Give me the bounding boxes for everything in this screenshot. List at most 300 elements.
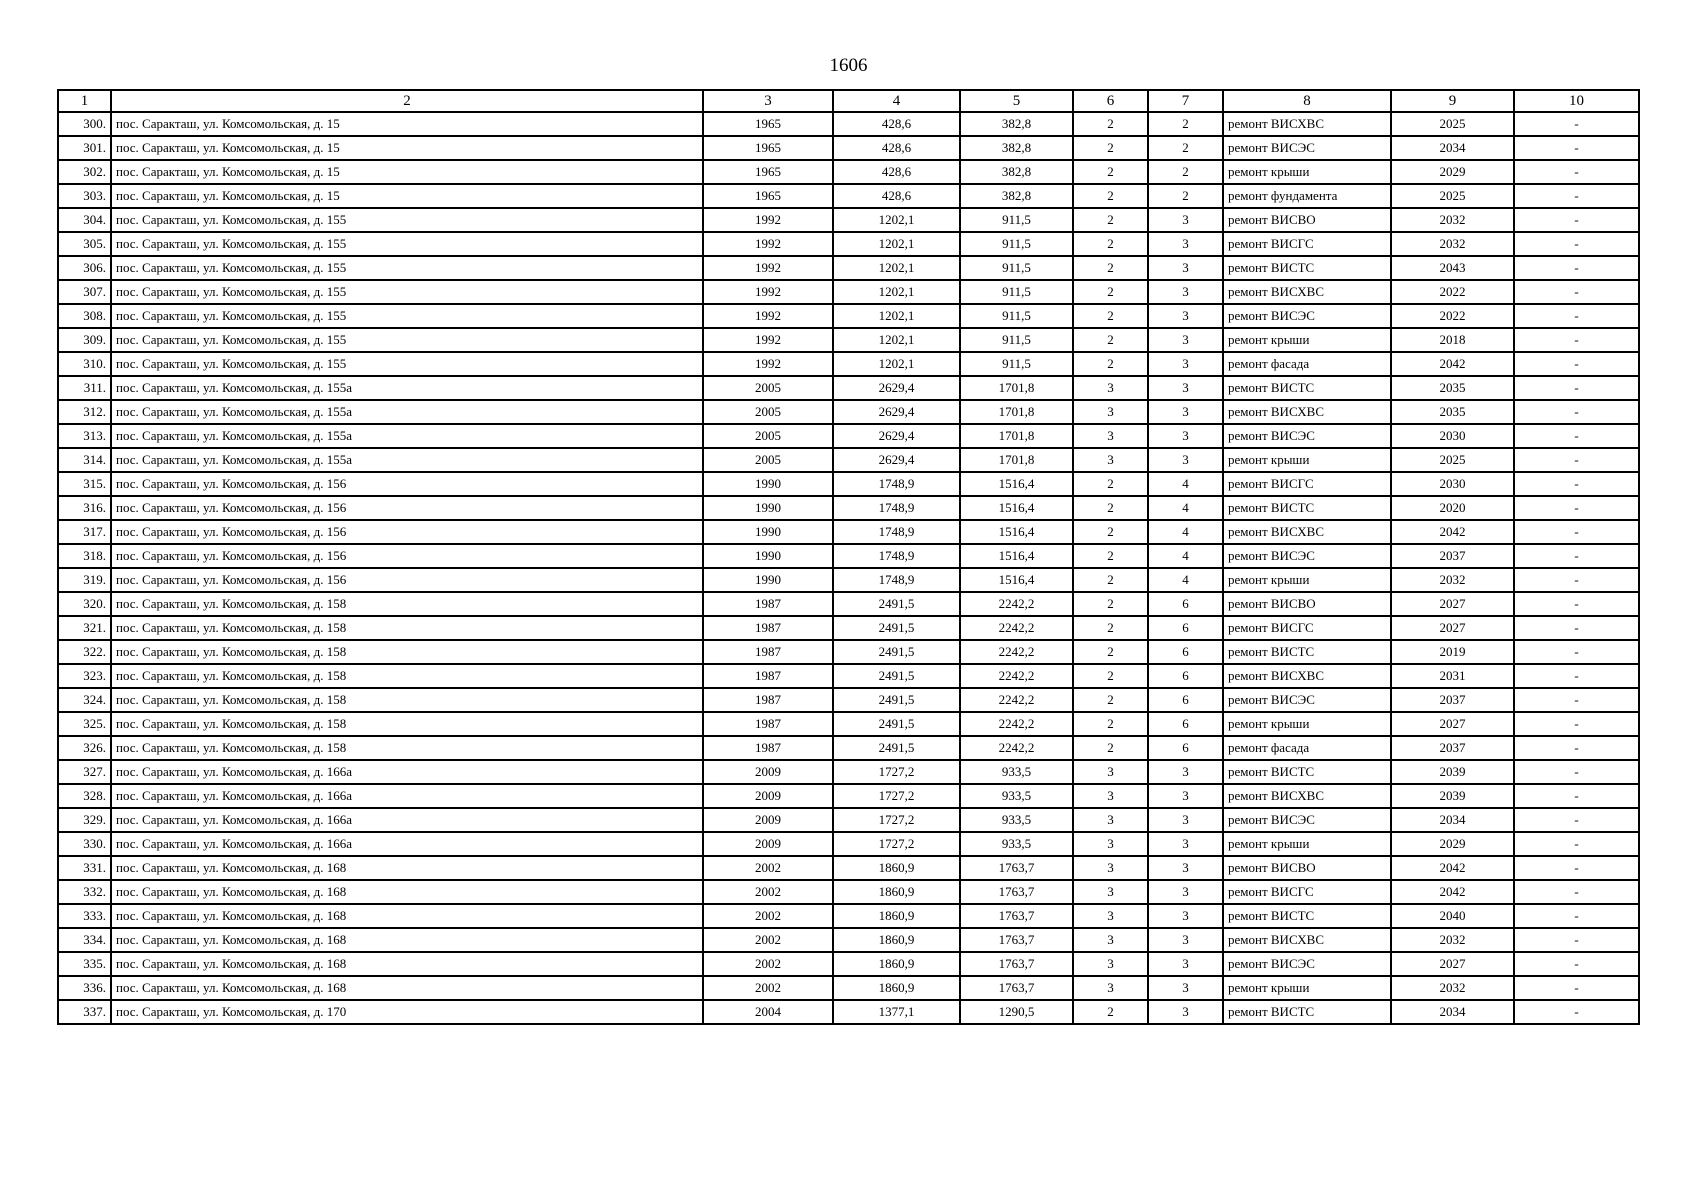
work-type-cell: ремонт ВИСЭС (1223, 136, 1391, 160)
table-row (58, 688, 1639, 712)
column-7-cell: 3 (1148, 880, 1223, 904)
column-10-cell: - (1514, 208, 1639, 232)
column-6-cell: 2 (1073, 616, 1148, 640)
address-cell: пос. Саракташ, ул. Комсомольская, д. 168 (111, 904, 703, 928)
living-area-cell: 1516,4 (960, 520, 1073, 544)
row-number-cell: 331. (58, 856, 111, 880)
address-cell: пос. Саракташ, ул. Комсомольская, д. 155а (111, 448, 703, 472)
living-area-cell: 911,5 (960, 280, 1073, 304)
total-area-cell: 1727,2 (833, 832, 960, 856)
total-area-cell: 2491,5 (833, 688, 960, 712)
planned-year-cell: 2035 (1391, 376, 1514, 400)
table-row (58, 208, 1639, 232)
table-row (58, 112, 1639, 136)
column-6-cell: 2 (1073, 256, 1148, 280)
planned-year-cell: 2020 (1391, 496, 1514, 520)
column-7-cell: 3 (1148, 256, 1223, 280)
row-number-cell: 317. (58, 520, 111, 544)
page-number: 1606 (829, 55, 868, 76)
row-number-cell: 312. (58, 400, 111, 424)
column-6-cell: 2 (1073, 688, 1148, 712)
column-10-cell: - (1514, 184, 1639, 208)
work-type-cell: ремонт ВИСТС (1223, 256, 1391, 280)
column-header: 6 (1073, 90, 1148, 112)
column-10-cell: - (1514, 760, 1639, 784)
year-cell: 1965 (703, 160, 833, 184)
column-10-cell: - (1514, 880, 1639, 904)
table-row (58, 904, 1639, 928)
row-number-cell: 330. (58, 832, 111, 856)
column-10-cell: - (1514, 352, 1639, 376)
column-6-cell: 2 (1073, 328, 1148, 352)
planned-year-cell: 2032 (1391, 568, 1514, 592)
table-row (58, 712, 1639, 736)
address-cell: пос. Саракташ, ул. Комсомольская, д. 168 (111, 976, 703, 1000)
address-cell: пос. Саракташ, ул. Комсомольская, д. 15 (111, 112, 703, 136)
work-type-cell: ремонт ВИСТС (1223, 760, 1391, 784)
column-7-cell: 3 (1148, 376, 1223, 400)
year-cell: 2004 (703, 1000, 833, 1024)
column-7-cell: 3 (1148, 232, 1223, 256)
planned-year-cell: 2030 (1391, 424, 1514, 448)
year-cell: 2002 (703, 976, 833, 1000)
column-7-cell: 3 (1148, 208, 1223, 232)
year-cell: 1990 (703, 520, 833, 544)
column-10-cell: - (1514, 832, 1639, 856)
column-10-cell: - (1514, 592, 1639, 616)
address-cell: пос. Саракташ, ул. Комсомольская, д. 155 (111, 304, 703, 328)
column-10-cell: - (1514, 640, 1639, 664)
table-row (58, 448, 1639, 472)
row-number-cell: 326. (58, 736, 111, 760)
row-number-cell: 300. (58, 112, 111, 136)
work-type-cell: ремонт ВИСГС (1223, 880, 1391, 904)
column-header: 2 (111, 90, 703, 112)
living-area-cell: 2242,2 (960, 664, 1073, 688)
living-area-cell: 933,5 (960, 760, 1073, 784)
work-type-cell: ремонт ВИСЭС (1223, 304, 1391, 328)
total-area-cell: 1727,2 (833, 784, 960, 808)
work-type-cell: ремонт ВИСТС (1223, 376, 1391, 400)
column-10-cell: - (1514, 136, 1639, 160)
column-6-cell: 3 (1073, 904, 1148, 928)
living-area-cell: 1701,8 (960, 424, 1073, 448)
living-area-cell: 1290,5 (960, 1000, 1073, 1024)
planned-year-cell: 2031 (1391, 664, 1514, 688)
total-area-cell: 428,6 (833, 136, 960, 160)
table-row (58, 304, 1639, 328)
work-type-cell: ремонт ВИСЭС (1223, 952, 1391, 976)
table-row (58, 808, 1639, 832)
row-number-cell: 309. (58, 328, 111, 352)
living-area-cell: 933,5 (960, 784, 1073, 808)
total-area-cell: 1860,9 (833, 976, 960, 1000)
year-cell: 1965 (703, 112, 833, 136)
row-number-cell: 310. (58, 352, 111, 376)
address-cell: пос. Саракташ, ул. Комсомольская, д. 15 (111, 160, 703, 184)
total-area-cell: 1727,2 (833, 808, 960, 832)
year-cell: 1965 (703, 184, 833, 208)
row-number-cell: 335. (58, 952, 111, 976)
planned-year-cell: 2037 (1391, 544, 1514, 568)
planned-year-cell: 2019 (1391, 640, 1514, 664)
table-row (58, 976, 1639, 1000)
total-area-cell: 1202,1 (833, 304, 960, 328)
column-6-cell: 2 (1073, 112, 1148, 136)
work-type-cell: ремонт ВИСЭС (1223, 544, 1391, 568)
address-cell: пос. Саракташ, ул. Комсомольская, д. 156 (111, 496, 703, 520)
total-area-cell: 1377,1 (833, 1000, 960, 1024)
work-type-cell: ремонт фасада (1223, 736, 1391, 760)
year-cell: 2005 (703, 400, 833, 424)
work-type-cell: ремонт ВИСГС (1223, 616, 1391, 640)
total-area-cell: 2491,5 (833, 664, 960, 688)
row-number-cell: 303. (58, 184, 111, 208)
column-header: 5 (960, 90, 1073, 112)
year-cell: 1992 (703, 208, 833, 232)
row-number-cell: 337. (58, 1000, 111, 1024)
column-10-cell: - (1514, 736, 1639, 760)
row-number-cell: 302. (58, 160, 111, 184)
total-area-cell: 2629,4 (833, 400, 960, 424)
address-cell: пос. Саракташ, ул. Комсомольская, д. 156 (111, 568, 703, 592)
total-area-cell: 1860,9 (833, 928, 960, 952)
planned-year-cell: 2032 (1391, 928, 1514, 952)
address-cell: пос. Саракташ, ул. Комсомольская, д. 155 (111, 208, 703, 232)
column-6-cell: 3 (1073, 376, 1148, 400)
total-area-cell: 2491,5 (833, 592, 960, 616)
work-type-cell: ремонт крыши (1223, 328, 1391, 352)
column-10-cell: - (1514, 232, 1639, 256)
year-cell: 1987 (703, 688, 833, 712)
total-area-cell: 1860,9 (833, 952, 960, 976)
column-header: 4 (833, 90, 960, 112)
year-cell: 1987 (703, 640, 833, 664)
column-6-cell: 2 (1073, 496, 1148, 520)
address-cell: пос. Саракташ, ул. Комсомольская, д. 156 (111, 520, 703, 544)
column-10-cell: - (1514, 664, 1639, 688)
planned-year-cell: 2034 (1391, 136, 1514, 160)
planned-year-cell: 2027 (1391, 592, 1514, 616)
work-type-cell: ремонт ВИСТС (1223, 640, 1391, 664)
work-type-cell: ремонт крыши (1223, 976, 1391, 1000)
column-7-cell: 4 (1148, 520, 1223, 544)
year-cell: 2002 (703, 880, 833, 904)
planned-year-cell: 2042 (1391, 520, 1514, 544)
work-type-cell: ремонт ВИСТС (1223, 1000, 1391, 1024)
column-6-cell: 2 (1073, 472, 1148, 496)
total-area-cell: 2491,5 (833, 616, 960, 640)
planned-year-cell: 2027 (1391, 952, 1514, 976)
table-row (58, 928, 1639, 952)
planned-year-cell: 2029 (1391, 832, 1514, 856)
address-cell: пос. Саракташ, ул. Комсомольская, д. 155 (111, 256, 703, 280)
column-10-cell: - (1514, 1000, 1639, 1024)
address-cell: пос. Саракташ, ул. Комсомольская, д. 168 (111, 880, 703, 904)
planned-year-cell: 2027 (1391, 616, 1514, 640)
column-header: 3 (703, 90, 833, 112)
column-6-cell: 3 (1073, 448, 1148, 472)
work-type-cell: ремонт фасада (1223, 352, 1391, 376)
column-7-cell: 3 (1148, 304, 1223, 328)
planned-year-cell: 2042 (1391, 856, 1514, 880)
work-type-cell: ремонт ВИСГС (1223, 472, 1391, 496)
row-number-cell: 301. (58, 136, 111, 160)
year-cell: 2005 (703, 424, 833, 448)
column-7-cell: 3 (1148, 952, 1223, 976)
row-number-cell: 304. (58, 208, 111, 232)
living-area-cell: 1763,7 (960, 976, 1073, 1000)
planned-year-cell: 2035 (1391, 400, 1514, 424)
planned-year-cell: 2039 (1391, 760, 1514, 784)
column-header: 9 (1391, 90, 1514, 112)
living-area-cell: 382,8 (960, 184, 1073, 208)
total-area-cell: 1202,1 (833, 232, 960, 256)
planned-year-cell: 2037 (1391, 736, 1514, 760)
column-7-cell: 6 (1148, 736, 1223, 760)
living-area-cell: 382,8 (960, 112, 1073, 136)
address-cell: пос. Саракташ, ул. Комсомольская, д. 155а (111, 376, 703, 400)
column-6-cell: 2 (1073, 232, 1148, 256)
address-cell: пос. Саракташ, ул. Комсомольская, д. 166а (111, 760, 703, 784)
table-row (58, 472, 1639, 496)
column-6-cell: 3 (1073, 784, 1148, 808)
column-6-cell: 3 (1073, 856, 1148, 880)
year-cell: 1990 (703, 472, 833, 496)
planned-year-cell: 2027 (1391, 712, 1514, 736)
column-7-cell: 4 (1148, 544, 1223, 568)
table-row (58, 160, 1639, 184)
planned-year-cell: 2039 (1391, 784, 1514, 808)
address-cell: пос. Саракташ, ул. Комсомольская, д. 158 (111, 664, 703, 688)
column-7-cell: 3 (1148, 784, 1223, 808)
row-number-cell: 334. (58, 928, 111, 952)
column-header: 7 (1148, 90, 1223, 112)
living-area-cell: 2242,2 (960, 712, 1073, 736)
column-7-cell: 4 (1148, 568, 1223, 592)
planned-year-cell: 2022 (1391, 280, 1514, 304)
total-area-cell: 1748,9 (833, 568, 960, 592)
total-area-cell: 1748,9 (833, 472, 960, 496)
year-cell: 2002 (703, 928, 833, 952)
row-number-cell: 333. (58, 904, 111, 928)
year-cell: 2009 (703, 832, 833, 856)
planned-year-cell: 2042 (1391, 352, 1514, 376)
row-number-cell: 328. (58, 784, 111, 808)
row-number-cell: 314. (58, 448, 111, 472)
column-7-cell: 3 (1148, 400, 1223, 424)
column-6-cell: 3 (1073, 976, 1148, 1000)
row-number-cell: 308. (58, 304, 111, 328)
column-7-cell: 3 (1148, 808, 1223, 832)
living-area-cell: 1516,4 (960, 544, 1073, 568)
living-area-cell: 911,5 (960, 232, 1073, 256)
living-area-cell: 1763,7 (960, 856, 1073, 880)
year-cell: 2009 (703, 760, 833, 784)
address-cell: пос. Саракташ, ул. Комсомольская, д. 166а (111, 832, 703, 856)
column-7-cell: 3 (1148, 904, 1223, 928)
living-area-cell: 933,5 (960, 832, 1073, 856)
column-7-cell: 6 (1148, 712, 1223, 736)
year-cell: 2002 (703, 856, 833, 880)
work-type-cell: ремонт ВИСХВС (1223, 664, 1391, 688)
column-10-cell: - (1514, 568, 1639, 592)
table-row (58, 784, 1639, 808)
address-cell: пос. Саракташ, ул. Комсомольская, д. 155 (111, 280, 703, 304)
work-type-cell: ремонт ВИСВО (1223, 856, 1391, 880)
living-area-cell: 1701,8 (960, 400, 1073, 424)
work-type-cell: ремонт ВИСТС (1223, 496, 1391, 520)
column-10-cell: - (1514, 976, 1639, 1000)
column-7-cell: 3 (1148, 760, 1223, 784)
column-7-cell: 2 (1148, 136, 1223, 160)
address-cell: пос. Саракташ, ул. Комсомольская, д. 158 (111, 616, 703, 640)
table-row (58, 256, 1639, 280)
year-cell: 2005 (703, 448, 833, 472)
total-area-cell: 428,6 (833, 184, 960, 208)
column-10-cell: - (1514, 376, 1639, 400)
column-header: 10 (1514, 90, 1639, 112)
address-cell: пос. Саракташ, ул. Комсомольская, д. 168 (111, 928, 703, 952)
total-area-cell: 1202,1 (833, 280, 960, 304)
table-row (58, 424, 1639, 448)
column-7-cell: 2 (1148, 184, 1223, 208)
address-cell: пос. Саракташ, ул. Комсомольская, д. 158 (111, 688, 703, 712)
living-area-cell: 911,5 (960, 256, 1073, 280)
planned-year-cell: 2043 (1391, 256, 1514, 280)
row-number-cell: 332. (58, 880, 111, 904)
table-row (58, 664, 1639, 688)
row-number-cell: 306. (58, 256, 111, 280)
total-area-cell: 1202,1 (833, 352, 960, 376)
address-cell: пос. Саракташ, ул. Комсомольская, д. 168 (111, 952, 703, 976)
living-area-cell: 2242,2 (960, 688, 1073, 712)
row-number-cell: 307. (58, 280, 111, 304)
year-cell: 1987 (703, 592, 833, 616)
table-row (58, 640, 1639, 664)
total-area-cell: 2629,4 (833, 376, 960, 400)
table-row (58, 376, 1639, 400)
year-cell: 2002 (703, 904, 833, 928)
column-10-cell: - (1514, 928, 1639, 952)
total-area-cell: 1202,1 (833, 328, 960, 352)
work-type-cell: ремонт ВИСЭС (1223, 688, 1391, 712)
table-row (58, 592, 1639, 616)
living-area-cell: 933,5 (960, 808, 1073, 832)
column-7-cell: 3 (1148, 1000, 1223, 1024)
total-area-cell: 2491,5 (833, 736, 960, 760)
table-row (58, 136, 1639, 160)
address-cell: пос. Саракташ, ул. Комсомольская, д. 166а (111, 784, 703, 808)
living-area-cell: 1701,8 (960, 448, 1073, 472)
address-cell: пос. Саракташ, ул. Комсомольская, д. 155а (111, 400, 703, 424)
column-10-cell: - (1514, 856, 1639, 880)
living-area-cell: 1763,7 (960, 904, 1073, 928)
row-number-cell: 336. (58, 976, 111, 1000)
column-10-cell: - (1514, 712, 1639, 736)
column-7-cell: 3 (1148, 832, 1223, 856)
column-10-cell: - (1514, 304, 1639, 328)
row-number-cell: 305. (58, 232, 111, 256)
column-7-cell: 3 (1148, 448, 1223, 472)
living-area-cell: 1516,4 (960, 496, 1073, 520)
address-cell: пос. Саракташ, ул. Комсомольская, д. 155а (111, 424, 703, 448)
header-row (58, 90, 1639, 112)
column-6-cell: 2 (1073, 352, 1148, 376)
address-cell: пос. Саракташ, ул. Комсомольская, д. 155 (111, 328, 703, 352)
table-row (58, 232, 1639, 256)
year-cell: 1990 (703, 496, 833, 520)
address-cell: пос. Саракташ, ул. Комсомольская, д. 170 (111, 1000, 703, 1024)
column-6-cell: 3 (1073, 760, 1148, 784)
living-area-cell: 1763,7 (960, 880, 1073, 904)
living-area-cell: 1516,4 (960, 472, 1073, 496)
living-area-cell: 1763,7 (960, 952, 1073, 976)
planned-year-cell: 2042 (1391, 880, 1514, 904)
column-10-cell: - (1514, 160, 1639, 184)
table-row (58, 280, 1639, 304)
work-type-cell: ремонт ВИСЭС (1223, 424, 1391, 448)
planned-year-cell: 2040 (1391, 904, 1514, 928)
address-cell: пос. Саракташ, ул. Комсомольская, д. 158 (111, 736, 703, 760)
row-number-cell: 313. (58, 424, 111, 448)
column-6-cell: 2 (1073, 592, 1148, 616)
column-7-cell: 6 (1148, 640, 1223, 664)
column-7-cell: 3 (1148, 328, 1223, 352)
row-number-cell: 315. (58, 472, 111, 496)
total-area-cell: 1202,1 (833, 208, 960, 232)
row-number-cell: 318. (58, 544, 111, 568)
planned-year-cell: 2025 (1391, 112, 1514, 136)
column-10-cell: - (1514, 952, 1639, 976)
living-area-cell: 2242,2 (960, 616, 1073, 640)
planned-year-cell: 2032 (1391, 232, 1514, 256)
table-body (58, 90, 1639, 1024)
column-6-cell: 2 (1073, 304, 1148, 328)
column-6-cell: 2 (1073, 664, 1148, 688)
total-area-cell: 2629,4 (833, 448, 960, 472)
column-6-cell: 2 (1073, 184, 1148, 208)
year-cell: 1990 (703, 568, 833, 592)
column-10-cell: - (1514, 328, 1639, 352)
column-7-cell: 3 (1148, 928, 1223, 952)
address-cell: пос. Саракташ, ул. Комсомольская, д. 155 (111, 232, 703, 256)
column-7-cell: 4 (1148, 496, 1223, 520)
column-6-cell: 3 (1073, 880, 1148, 904)
year-cell: 2009 (703, 784, 833, 808)
column-10-cell: - (1514, 448, 1639, 472)
column-7-cell: 2 (1148, 112, 1223, 136)
living-area-cell: 382,8 (960, 136, 1073, 160)
total-area-cell: 1727,2 (833, 760, 960, 784)
living-area-cell: 1516,4 (960, 568, 1073, 592)
row-number-cell: 320. (58, 592, 111, 616)
row-number-cell: 316. (58, 496, 111, 520)
column-10-cell: - (1514, 280, 1639, 304)
column-6-cell: 3 (1073, 808, 1148, 832)
column-7-cell: 6 (1148, 664, 1223, 688)
column-10-cell: - (1514, 256, 1639, 280)
table-row (58, 736, 1639, 760)
table-row (58, 1000, 1639, 1024)
column-10-cell: - (1514, 472, 1639, 496)
column-6-cell: 2 (1073, 280, 1148, 304)
address-cell: пос. Саракташ, ул. Комсомольская, д. 166а (111, 808, 703, 832)
living-area-cell: 911,5 (960, 352, 1073, 376)
living-area-cell: 2242,2 (960, 640, 1073, 664)
column-6-cell: 3 (1073, 400, 1148, 424)
row-number-cell: 319. (58, 568, 111, 592)
